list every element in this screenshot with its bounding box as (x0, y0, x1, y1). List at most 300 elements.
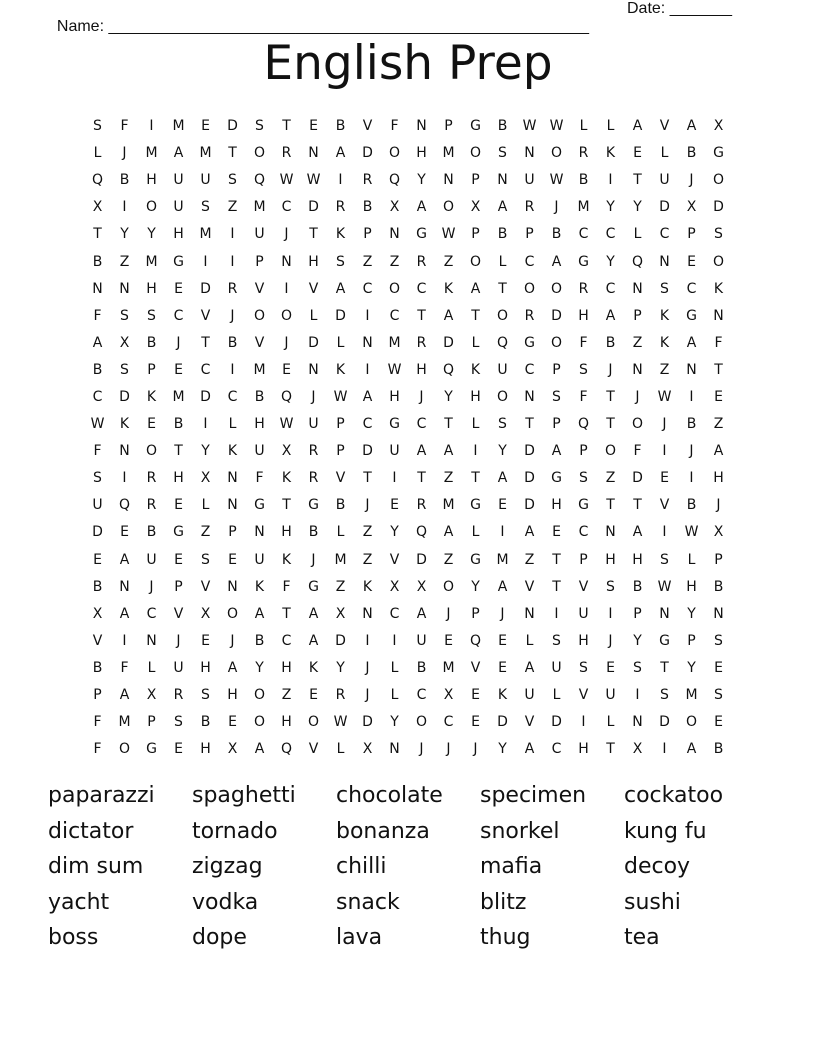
word-list-item: cockatoo (624, 783, 724, 808)
grid-letter: U (308, 416, 319, 433)
grid-letter: L (471, 524, 480, 541)
grid-letter: C (659, 226, 670, 243)
grid-letter: N (713, 307, 724, 324)
grid-letter: J (365, 497, 370, 514)
grid-letter: C (389, 605, 400, 622)
grid-letter: E (687, 253, 696, 270)
grid-letter: X (389, 199, 400, 216)
grid-letter: K (659, 334, 670, 351)
word-list-item: chilli (336, 854, 387, 880)
grid-letter: J (311, 551, 316, 568)
grid-letter: M (172, 118, 185, 135)
grid-letter: R (416, 253, 427, 270)
grid-letter: G (524, 334, 535, 351)
grid-letter: E (174, 741, 183, 758)
grid-letter: D (362, 145, 373, 162)
grid-letter: S (714, 632, 723, 649)
grid-letter: S (498, 416, 507, 433)
grid-letter: P (336, 416, 345, 433)
grid-letter: S (201, 687, 210, 704)
grid-letter: E (174, 361, 183, 378)
grid-letter: I (608, 172, 613, 189)
grid-letter: U (524, 687, 535, 704)
grid-letter: C (578, 226, 589, 243)
grid-letter: I (392, 632, 397, 649)
grid-letter: E (498, 497, 507, 514)
grid-letter: M (577, 199, 590, 216)
grid-letter: D (308, 199, 319, 216)
word-list-item: thug (480, 925, 531, 951)
grid-letter: F (579, 388, 588, 405)
grid-letter: C (605, 280, 616, 297)
grid-letter: H (146, 280, 157, 297)
grid-letter: Y (471, 578, 480, 595)
grid-letter: R (335, 199, 346, 216)
grid-letter: N (119, 578, 130, 595)
grid-letter: D (524, 497, 535, 514)
grid-letter: O (253, 307, 266, 324)
grid-letter: L (309, 307, 318, 324)
grid-letter: J (662, 416, 667, 433)
grid-letter: U (254, 443, 265, 460)
grid-letter: J (230, 307, 235, 324)
grid-letter: T (633, 172, 642, 189)
grid-letter: T (714, 361, 723, 378)
grid-letter: D (308, 334, 319, 351)
grid-letter: B (146, 334, 157, 351)
grid-letter: D (119, 388, 130, 405)
grid-letter: W (657, 388, 672, 405)
grid-letter: E (498, 659, 507, 676)
grid-letter: B (497, 226, 508, 243)
grid-letter: L (336, 741, 345, 758)
grid-letter: D (551, 307, 562, 324)
grid-letter: G (578, 253, 589, 270)
grid-letter: Y (687, 605, 696, 622)
grid-letter: H (254, 416, 265, 433)
grid-letter: N (524, 605, 535, 622)
grid-letter: P (147, 714, 156, 731)
grid-letter: I (122, 470, 127, 487)
grid-letter: T (363, 470, 372, 487)
grid-letter: Y (444, 388, 453, 405)
grid-letter: U (254, 551, 265, 568)
grid-letter: C (551, 741, 562, 758)
grid-letter: Z (713, 416, 724, 433)
grid-letter: N (632, 280, 643, 297)
grid-letter: H (605, 551, 616, 568)
grid-letter: F (93, 307, 102, 324)
grid-letter: U (605, 687, 616, 704)
grid-letter: C (281, 632, 292, 649)
grid-row (84, 384, 732, 411)
grid-letter: H (227, 687, 238, 704)
grid-letter: X (335, 605, 346, 622)
grid-letter: A (632, 118, 643, 135)
grid-letter: T (282, 605, 291, 622)
grid-letter: U (416, 632, 427, 649)
grid-letter: G (659, 632, 670, 649)
grid-letter: J (365, 659, 370, 676)
grid-row (84, 655, 732, 682)
grid-letter: T (606, 741, 615, 758)
grid-letter: J (176, 632, 181, 649)
grid-letter: B (551, 226, 562, 243)
grid-letter: S (228, 172, 237, 189)
grid-letter: R (524, 199, 535, 216)
grid-letter: Z (362, 524, 373, 541)
grid-letter: A (173, 145, 184, 162)
grid-letter: O (253, 714, 266, 731)
grid-letter: R (146, 497, 157, 514)
grid-letter: Z (389, 253, 400, 270)
grid-letter: A (254, 741, 265, 758)
grid-letter: U (389, 443, 400, 460)
grid-letter: F (120, 118, 129, 135)
grid-letter: O (253, 687, 266, 704)
grid-letter: S (498, 145, 507, 162)
grid-letter: E (309, 687, 318, 704)
grid-letter: W (306, 172, 321, 189)
grid-letter: W (333, 714, 348, 731)
grid-letter: R (308, 443, 319, 460)
grid-letter: Y (336, 659, 345, 676)
grid-letter: J (149, 578, 154, 595)
grid-letter: S (660, 551, 669, 568)
grid-letter: B (335, 497, 346, 514)
grid-letter: S (201, 199, 210, 216)
grid-letter: Y (390, 714, 399, 731)
grid-letter: W (279, 416, 294, 433)
grid-letter: E (120, 524, 129, 541)
grid-letter: B (497, 118, 508, 135)
grid-letter: V (524, 578, 535, 595)
grid-letter: S (147, 307, 156, 324)
grid-letter: S (579, 659, 588, 676)
grid-letter: S (174, 714, 183, 731)
grid-letter: I (392, 470, 397, 487)
grid-letter: K (605, 145, 616, 162)
grid-letter: J (446, 605, 451, 622)
grid-letter: Y (606, 199, 615, 216)
grid-letter: P (255, 253, 264, 270)
grid-letter: C (389, 307, 400, 324)
grid-letter: Z (605, 470, 616, 487)
grid-letter: E (93, 551, 102, 568)
grid-letter: B (173, 416, 184, 433)
word-list-item: tornado (192, 818, 278, 844)
grid-letter: X (227, 741, 238, 758)
grid-letter: C (146, 605, 157, 622)
grid-letter: J (689, 443, 694, 460)
grid-letter: L (201, 497, 210, 514)
grid-letter: H (416, 361, 427, 378)
grid-letter: G (713, 145, 724, 162)
grid-letter: U (146, 551, 157, 568)
grid-letter: O (118, 741, 131, 758)
grid-letter: T (201, 334, 210, 351)
grid-letter: Q (280, 388, 293, 405)
grid-letter: G (308, 497, 319, 514)
grid-letter: A (497, 578, 508, 595)
grid-letter: U (551, 659, 562, 676)
grid-letter: O (523, 280, 536, 297)
grid-letter: C (524, 253, 535, 270)
grid-letter: I (554, 605, 559, 622)
grid-letter: D (335, 307, 346, 324)
grid-letter: N (227, 470, 238, 487)
grid-letter: I (122, 199, 127, 216)
grid-letter: X (92, 605, 103, 622)
grid-letter: N (362, 334, 373, 351)
grid-letter: P (228, 524, 237, 541)
grid-letter: G (470, 118, 481, 135)
grid-letter: R (335, 687, 346, 704)
grid-letter: O (550, 280, 563, 297)
grid-letter: R (281, 145, 292, 162)
grid-letter: S (660, 687, 669, 704)
grid-letter: H (281, 714, 292, 731)
grid-letter: B (335, 118, 346, 135)
grid-letter: I (581, 714, 586, 731)
grid-row (84, 221, 732, 248)
grid-letter: A (227, 659, 238, 676)
grid-letter: F (120, 659, 129, 676)
grid-letter: D (524, 443, 535, 460)
grid-letter: L (552, 687, 561, 704)
grid-letter: U (173, 172, 184, 189)
grid-letter: S (120, 307, 129, 324)
grid-letter: V (254, 334, 265, 351)
grid-letter: B (686, 497, 697, 514)
grid-letter: K (443, 280, 454, 297)
grid-letter: R (308, 470, 319, 487)
grid-letter: L (390, 659, 399, 676)
grid-letter: N (497, 172, 508, 189)
grid-letter: D (200, 280, 211, 297)
grid-letter: G (416, 226, 427, 243)
grid-letter: Z (632, 334, 643, 351)
grid-letter: M (253, 361, 266, 378)
grid-letter: I (230, 253, 235, 270)
grid-letter: Z (659, 361, 670, 378)
grid-letter: W (657, 578, 672, 595)
grid-letter: O (415, 714, 428, 731)
grid-letter: I (365, 361, 370, 378)
grid-letter: G (578, 497, 589, 514)
grid-letter: G (308, 578, 319, 595)
grid-letter: E (714, 659, 723, 676)
grid-letter: P (579, 443, 588, 460)
grid-letter: A (308, 605, 319, 622)
grid-letter: O (145, 443, 158, 460)
grid-letter: I (149, 118, 154, 135)
grid-letter: C (416, 280, 427, 297)
grid-letter: K (308, 659, 319, 676)
grid-letter: E (444, 632, 453, 649)
grid-letter: S (633, 659, 642, 676)
grid-letter: S (93, 118, 102, 135)
grid-letter: N (416, 118, 427, 135)
word-list-item: dictator (48, 818, 134, 844)
grid-letter: L (228, 416, 237, 433)
grid-letter: M (496, 551, 509, 568)
grid-letter: V (578, 578, 589, 595)
grid-letter: C (227, 388, 238, 405)
word-list-item: chocolate (336, 783, 443, 808)
grid-letter: Y (390, 524, 399, 541)
grid-letter: J (446, 741, 451, 758)
grid-letter: W (549, 172, 564, 189)
grid-letter: W (684, 524, 699, 541)
grid-letter: Y (255, 659, 264, 676)
grid-row (84, 357, 732, 384)
grid-letter: A (551, 253, 562, 270)
grid-letter: A (362, 388, 373, 405)
grid-letter: H (578, 741, 589, 758)
grid-letter: B (308, 524, 319, 541)
grid-letter: N (389, 226, 400, 243)
grid-letter: O (388, 145, 401, 162)
grid-letter: B (605, 334, 616, 351)
grid-letter: D (524, 470, 535, 487)
grid-letter: Q (280, 741, 293, 758)
grid-letter: A (254, 605, 265, 622)
grid-letter: C (416, 687, 427, 704)
grid-letter: E (282, 361, 291, 378)
grid-letter: D (92, 524, 103, 541)
grid-letter: A (416, 199, 427, 216)
grid-letter: V (362, 118, 373, 135)
grid-letter: K (281, 551, 292, 568)
grid-letter: C (443, 714, 454, 731)
grid-letter: O (469, 145, 482, 162)
grid-letter: S (552, 632, 561, 649)
grid-letter: V (92, 632, 103, 649)
grid-letter: X (713, 118, 724, 135)
grid-letter: V (335, 470, 346, 487)
grid-letter: W (522, 118, 537, 135)
grid-letter: K (362, 578, 373, 595)
grid-letter: X (119, 334, 130, 351)
grid-letter: E (228, 551, 237, 568)
grid-letter: T (552, 551, 561, 568)
letter-grid (84, 113, 732, 763)
grid-letter: G (470, 551, 481, 568)
grid-letter: L (93, 145, 102, 162)
grid-letter: L (606, 714, 615, 731)
grid-letter: E (201, 632, 210, 649)
grid-letter: C (362, 280, 373, 297)
grid-letter: X (200, 605, 211, 622)
grid-letter: I (365, 307, 370, 324)
grid-letter: U (524, 172, 535, 189)
grid-letter: L (660, 145, 669, 162)
grid-letter: E (390, 497, 399, 514)
grid-letter: D (659, 714, 670, 731)
grid-letter: K (497, 687, 508, 704)
grid-letter: C (200, 361, 211, 378)
grid-letter: D (551, 714, 562, 731)
grid-letter: E (174, 551, 183, 568)
grid-letter: N (119, 443, 130, 460)
grid-letter: F (93, 714, 102, 731)
grid-letter: M (442, 659, 455, 676)
grid-letter: E (714, 388, 723, 405)
grid-letter: M (145, 145, 158, 162)
grid-letter: N (713, 605, 724, 622)
grid-letter: N (254, 524, 265, 541)
grid-letter: N (659, 605, 670, 622)
grid-letter: F (579, 334, 588, 351)
grid-letter: M (172, 388, 185, 405)
grid-letter: D (497, 714, 508, 731)
grid-letter: J (500, 605, 505, 622)
grid-row (84, 628, 732, 655)
grid-letter: X (200, 470, 211, 487)
grid-letter: Z (200, 524, 211, 541)
grid-letter: Q (469, 632, 482, 649)
grid-letter: F (390, 118, 399, 135)
grid-letter: D (362, 714, 373, 731)
grid-letter: K (227, 443, 238, 460)
grid-letter: U (578, 605, 589, 622)
grid-letter: R (362, 172, 373, 189)
grid-letter: T (93, 226, 102, 243)
grid-row (84, 330, 732, 357)
grid-letter: I (662, 741, 667, 758)
grid-letter: C (281, 199, 292, 216)
grid-letter: L (390, 687, 399, 704)
grid-letter: I (338, 172, 343, 189)
grid-letter: M (442, 497, 455, 514)
grid-letter: K (659, 307, 670, 324)
grid-letter: Z (227, 199, 238, 216)
word-list-item: tea (624, 925, 660, 951)
name-field-label: Name: ______________________________________________________ (56, 18, 589, 35)
word-list-item: yacht (48, 889, 110, 915)
grid-letter: E (228, 714, 237, 731)
grid-letter: E (660, 470, 669, 487)
grid-letter: H (281, 524, 292, 541)
grid-letter: A (686, 741, 697, 758)
grid-letter: X (443, 687, 454, 704)
grid-letter: I (203, 416, 208, 433)
grid-letter: D (443, 334, 454, 351)
grid-letter: W (279, 172, 294, 189)
grid-letter: T (417, 307, 426, 324)
grid-letter: N (308, 145, 319, 162)
grid-letter: W (387, 361, 402, 378)
grid-letter: O (442, 578, 455, 595)
grid-letter: A (443, 524, 454, 541)
grid-letter: H (470, 388, 481, 405)
grid-letter: A (416, 443, 427, 460)
word-list-item: spaghetti (192, 783, 296, 808)
grid-letter: O (307, 714, 320, 731)
grid-letter: H (713, 470, 724, 487)
grid-letter: P (471, 172, 480, 189)
grid-letter: H (416, 145, 427, 162)
grid-letter: Z (335, 578, 346, 595)
grid-letter: R (578, 145, 589, 162)
grid-letter: V (254, 280, 265, 297)
grid-letter: N (524, 145, 535, 162)
grid-letter: P (633, 307, 642, 324)
word-list-item: snack (336, 889, 400, 915)
grid-letter: A (119, 687, 130, 704)
grid-letter: P (687, 226, 696, 243)
